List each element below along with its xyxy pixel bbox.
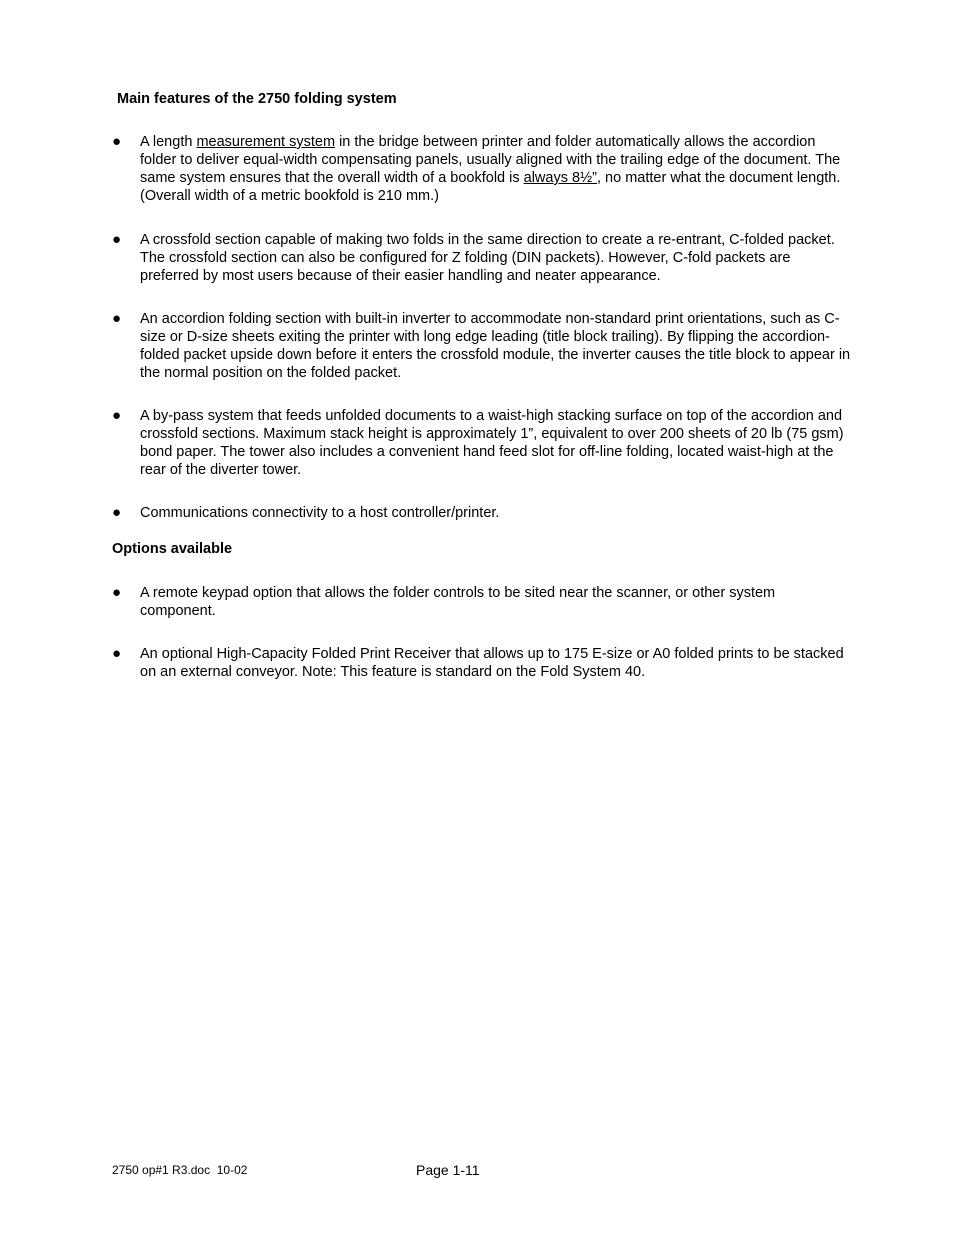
feature-item-connectivity [112, 504, 852, 522]
bullet-icon: ● [112, 231, 122, 248]
feature-text: A length measurement system in the bridge between printer and folder automatically allows the accordion folder to deliver equal-width compensating panels, usually aligned with the trailing edge of the document. The same system ensures that the overall width of a bookfold is always 8½”, no matter what the document length. (Overall width of a metric bookfold is 210 mm.) [140, 134, 841, 204]
feature-text: Communications connectivity to a host controller/printer. [140, 505, 500, 521]
option-item-remote-keypad [112, 584, 852, 620]
feature-text: A by-pass system that feeds unfolded documents to a waist-high stacking surface on top of the accordion and crossfold sections. Maximum stack height is approximately 1”, equivalent to over 200 sheets of 20 lb (75 gsm) bond paper. The tower also includes a convenient hand feed slot for off-line folding, located waist-high at the rear of the diverter tower. [140, 408, 844, 478]
bullet-icon: ● [112, 407, 122, 424]
bullet-icon: ● [112, 645, 122, 662]
underlined-term-always: always 8½” [523, 170, 597, 186]
option-text: A remote keypad option that allows the folder controls to be sited near the scanner, or other system component. [140, 585, 776, 619]
section-heading-options: Options available [112, 541, 233, 557]
bullet-icon: ● [112, 310, 122, 327]
option-item-receiver [112, 645, 852, 681]
feature-text: An accordion folding section with built-in inverter to accommodate non-standard print orientations, such as C-size or D-size sheets exiting the printer with long edge leading (title block trailing). By flipping the accordion-folded packet upside down before it enters the crossfold module, the inverter causes the title block to appear in the normal position on the folded packet. [140, 311, 851, 381]
bullet-icon: ● [112, 504, 122, 521]
underlined-term-measurement-system: measurement system [196, 134, 336, 150]
section-heading-main-features: Main features of the 2750 folding system [117, 91, 397, 107]
option-text: An optional High-Capacity Folded Print Receiver that allows up to 175 E-size or A0 folded prints to be stacked on an external conveyor. Note: This feature is standard on the Fold System 40. [140, 646, 844, 680]
bullet-icon: ● [112, 133, 122, 150]
footer-document-id: 2750 op#1 R3.doc 10-02 [112, 1163, 248, 1177]
footer-page-number: Page 1-11 [416, 1162, 480, 1178]
feature-item-bypass [112, 407, 852, 479]
bullet-icon: ● [112, 584, 122, 601]
feature-text: A crossfold section capable of making two folds in the same direction to create a re-entrant, C-folded packet. The crossfold section can also be configured for Z folding (DIN packets). However, C-fold packets are preferred by most users because of their easier handling and neater appearance. [140, 232, 835, 284]
feature-item-measurement [112, 133, 852, 205]
feature-item-accordion [112, 310, 852, 382]
feature-item-crossfold [112, 231, 852, 285]
